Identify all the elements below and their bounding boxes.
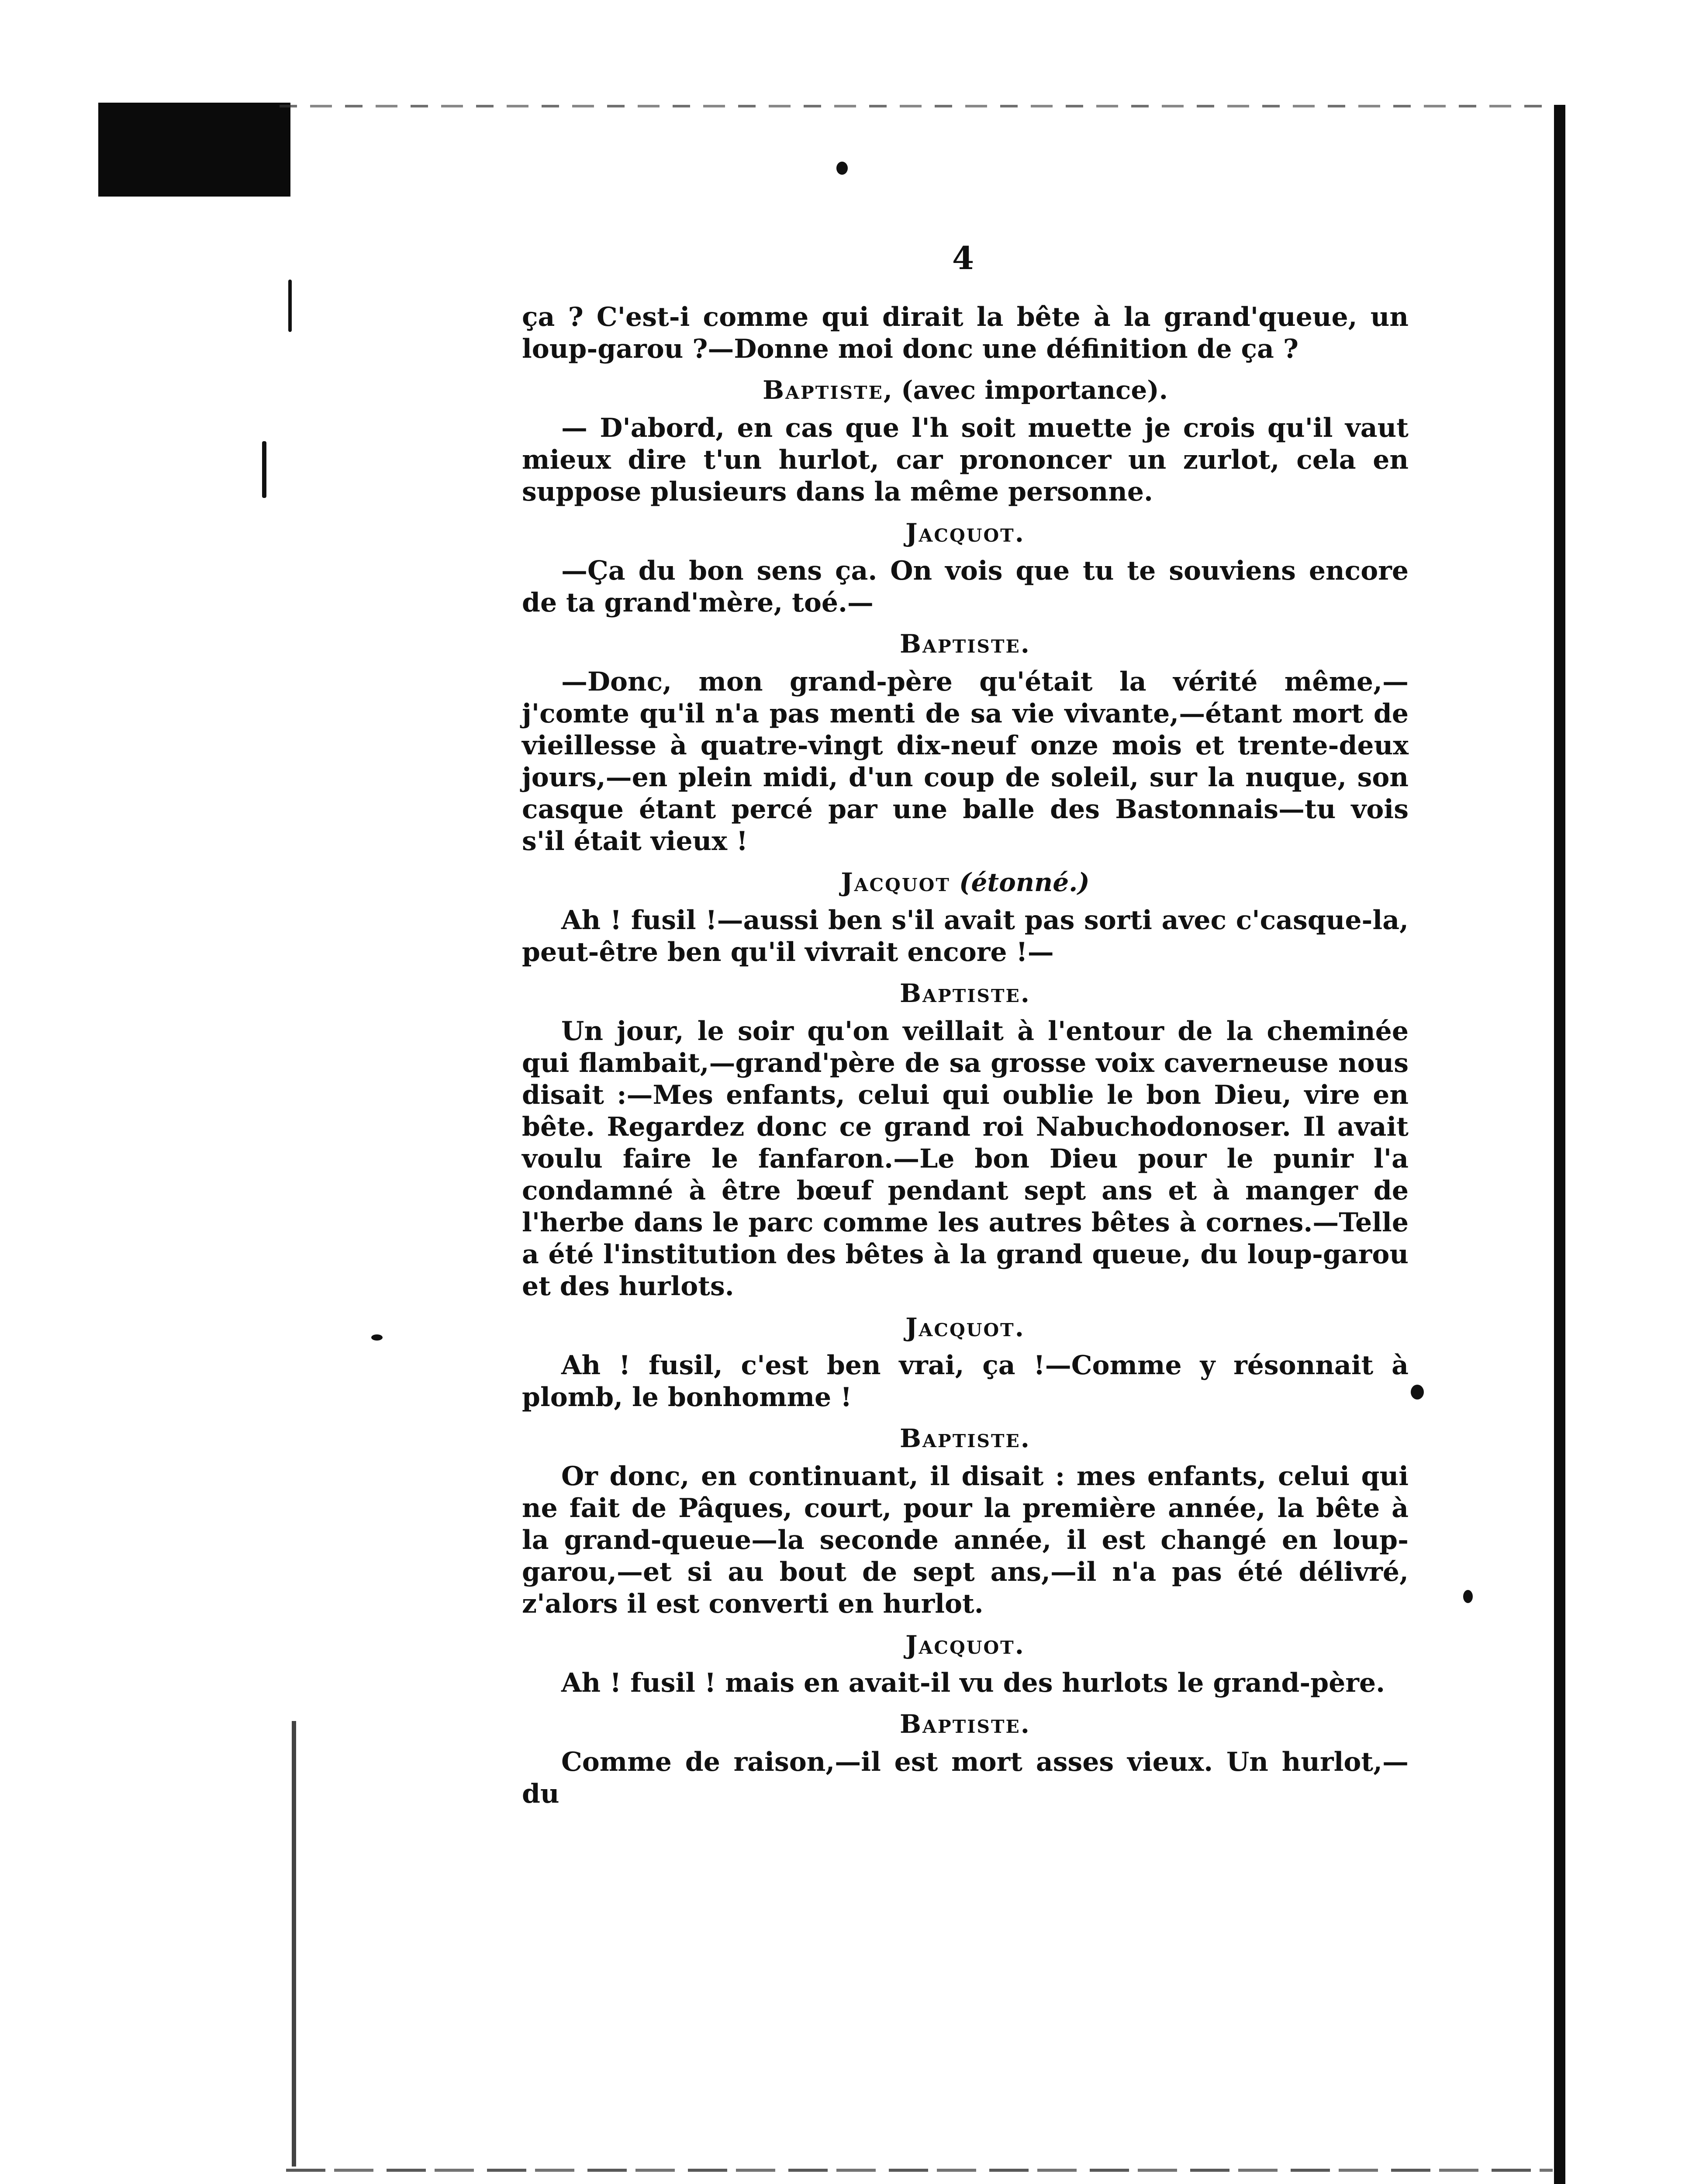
scan-speck	[262, 441, 266, 498]
scan-left-mark	[292, 1721, 296, 2167]
scan-speck	[1463, 1590, 1473, 1603]
speaker-heading	[522, 1312, 1409, 1343]
scan-right-border	[1554, 105, 1565, 2184]
speaker-name: Baptiste.	[900, 1709, 1031, 1739]
speaker-name: Jacquot.	[905, 1313, 1025, 1342]
scan-top-rule	[280, 105, 1555, 107]
speaker-name: Jacquot.	[905, 1630, 1025, 1660]
speaker-name: Baptiste.	[900, 978, 1031, 1008]
stage-direction: (étonné.)	[950, 867, 1090, 897]
stage-direction: , (avec importance).	[883, 375, 1168, 405]
speaker-heading	[522, 1423, 1409, 1454]
speaker-heading	[522, 1630, 1409, 1660]
dialogue-paragraph: —Ça du bon sens ça. On vois que tu te souviens encore de ta grand'mère, toé.—	[522, 556, 1409, 618]
speaker-name: Jacquot	[841, 867, 950, 897]
scan-speck	[371, 1334, 383, 1341]
speaker-heading	[522, 375, 1409, 405]
speaker-heading	[522, 518, 1409, 548]
dialogue-paragraph: Ah ! fusil, c'est ben vrai, ça !—Comme y résonnait à plomb, le bonhomme !	[522, 1350, 1409, 1413]
speaker-name: Jacquot.	[905, 518, 1025, 548]
scan-bottom-rule	[286, 2169, 1553, 2172]
dialogue-paragraph: — D'abord, en cas que l'h soit muette je crois qu'il vaut mieux dire t'un hurlot, car prononcer un zurlot, cela en suppose plusieurs dans la même personne.	[522, 413, 1409, 507]
speaker-heading	[522, 867, 1409, 898]
speaker-heading	[522, 1709, 1409, 1739]
speaker-name: Baptiste.	[900, 1424, 1031, 1453]
speaker-heading	[522, 629, 1409, 659]
text-column	[522, 301, 1409, 1820]
dialogue-paragraph: —Donc, mon grand-père qu'était la vérité même,—j'comte qu'il n'a pas menti de sa vie vivante,—étant mort de vieillesse à quatre-vingt dix-neuf onze mois et trente-deux jours,—en plein midi, d'un coup de soleil, sur la nuque, son casque étant percé par une balle des Bastonnais—tu vois s'il était vieux !	[522, 667, 1409, 857]
dialogue-paragraph: Or donc, en continuant, il disait : mes enfants, celui qui ne fait de Pâques, court, pour la première année, la bête à la grand-queue—la seconde année, il est changé en loup-garou,—et si au bout de sept ans,—il n'a pas été délivré, z'alors il est converti en hurlot.	[522, 1461, 1409, 1619]
scan-speck	[1411, 1385, 1424, 1400]
scan-black-block	[98, 103, 290, 197]
speaker-heading	[522, 978, 1409, 1009]
dialogue-paragraph: ça ? C'est-i comme qui dirait la bête à la grand'queue, un loup-garou ?—Donne moi donc une définition de ça ?	[522, 302, 1409, 364]
page-number: 4	[952, 239, 974, 276]
scan-speck	[836, 162, 848, 175]
dialogue-paragraph: Ah ! fusil ! mais en avait-il vu des hurlots le grand-père.	[561, 1668, 1385, 1698]
speaker-name: Baptiste.	[900, 629, 1031, 659]
dialogue-paragraph: Comme de raison,—il est mort asses vieux. Un hurlot,—du	[522, 1747, 1409, 1809]
scan-speck	[288, 280, 292, 332]
dialogue-paragraph: Ah ! fusil !—aussi ben s'il avait pas sorti avec c'casque-la, peut-être ben qu'il vivrait encore !—	[522, 905, 1409, 968]
dialogue-paragraph: Un jour, le soir qu'on veillait à l'entour de la cheminée qui flambait,—grand'père de sa grosse voix caverneuse nous disait :—Mes enfants, celui qui oublie le bon Dieu, vire en bête. Regardez donc ce grand roi Nabuchodonoser. Il avait voulu faire le fanfaron.—Le bon Dieu pour le punir l'a condamné à être bœuf pendant sept ans et à manger de l'herbe dans le parc comme les autres bêtes à cornes.—Telle a été l'institution des bêtes à la grand queue, du loup-garou et des hurlots.	[522, 1016, 1409, 1302]
speaker-name: Baptiste	[763, 375, 884, 405]
